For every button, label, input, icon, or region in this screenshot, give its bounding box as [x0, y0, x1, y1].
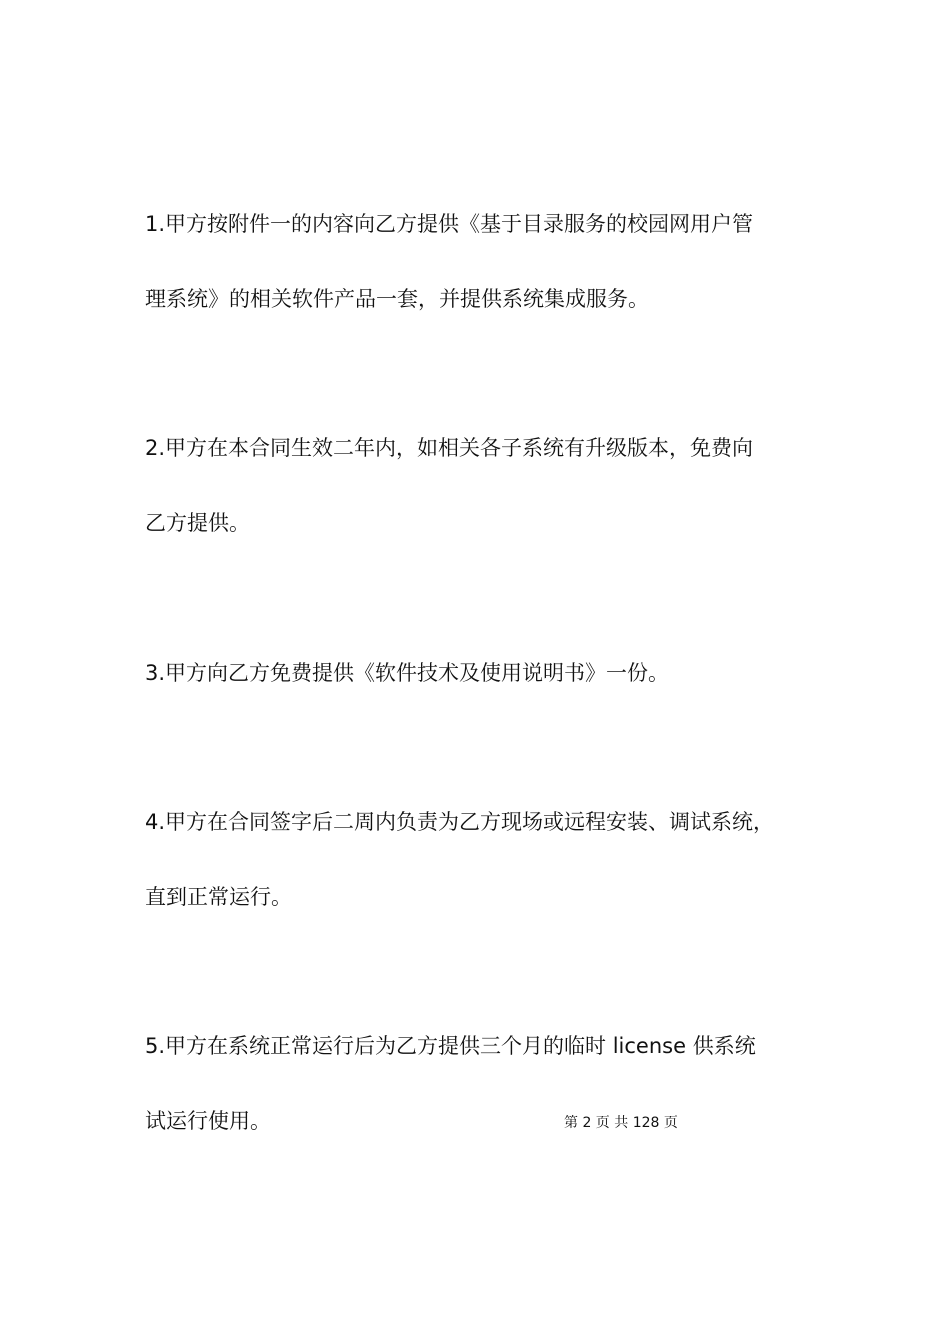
paragraph-1-line-2: 理系统》的相关软件产品一套，并提供系统集成服务。 [145, 287, 649, 311]
paragraph-5-line-1: 5.甲方在系统正常运行后为乙方提供三个月的临时 license 供系统 [145, 1034, 756, 1058]
paragraph-4-line-1: 4.甲方在合同签字后二周内负责为乙方现场或远程安装、调试系统， [145, 810, 775, 834]
paragraph-1-line-1: 1.甲方按附件一的内容向乙方提供《基于目录服务的校园网用户管 [145, 212, 754, 236]
paragraph-5-line-2: 试运行使用。 [145, 1109, 271, 1133]
paragraph-2-line-2: 乙方提供。 [145, 511, 250, 535]
paragraph-4-line-2: 直到正常运行。 [145, 885, 292, 909]
page-footer: 第 2 页 共 128 页 [564, 1115, 678, 1131]
paragraph-2-line-1: 2.甲方在本合同生效二年内，如相关各子系统有升级版本，免费向 [145, 436, 754, 460]
paragraph-3-line-1: 3.甲方向乙方免费提供《软件技术及使用说明书》一份。 [145, 661, 670, 685]
